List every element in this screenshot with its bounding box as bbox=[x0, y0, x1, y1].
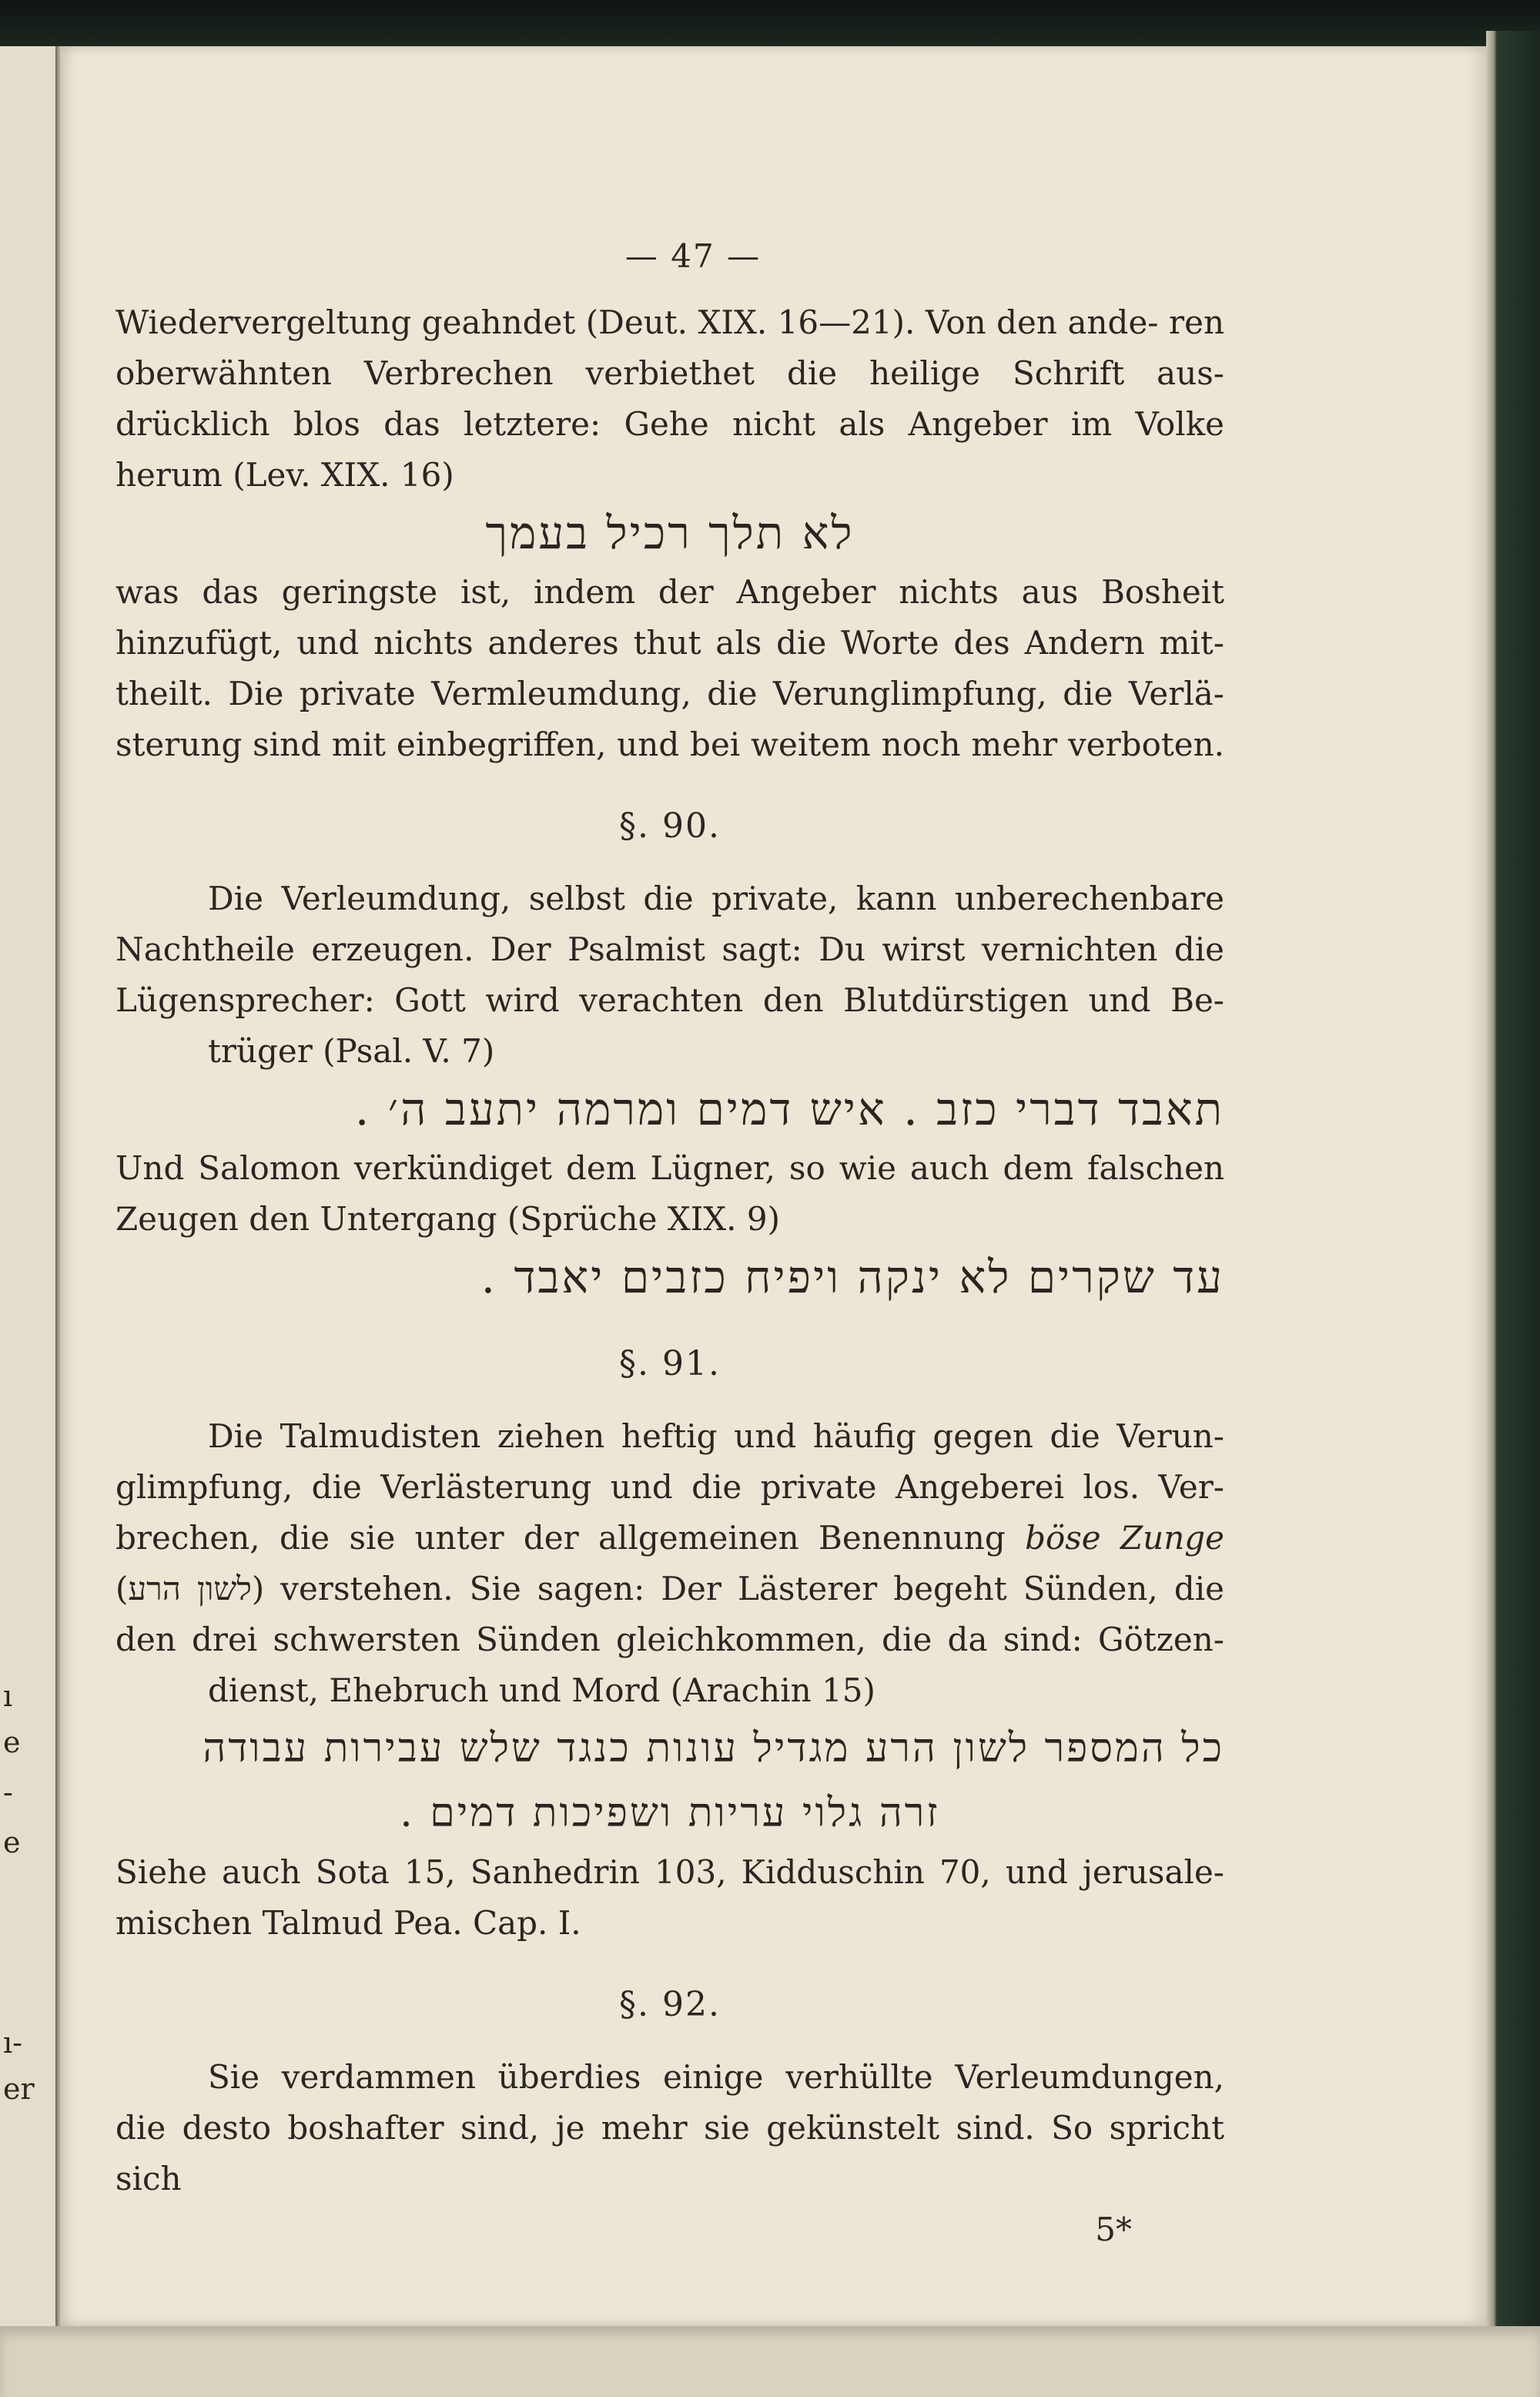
text-line: dienst, Ehebruch und Mord (Arachin 15) bbox=[208, 1671, 875, 1709]
text-line: sterung sind mit einbegriffen, und bei weitem noch mehr verboten. bbox=[116, 726, 1224, 763]
left-fragment: e bbox=[3, 1825, 21, 1859]
text-line: ren oberwähnten Verbrechen verbiethet die heilige Schrift aus- bbox=[116, 303, 1224, 392]
left-fragment: e bbox=[3, 1725, 21, 1759]
italic-term: böse Zunge bbox=[1025, 1519, 1224, 1557]
text-line: drücklich blos das letztere: Gehe nicht als Angeber im Volke bbox=[116, 405, 1224, 443]
text-line: Lügensprecher: Gott wird verachten den Blutdürstigen und Be- bbox=[116, 981, 1224, 1019]
paragraph-6 bbox=[116, 1847, 1224, 1949]
text-line: Sie verdammen überdies einige verhüllte Verleumdungen, die bbox=[116, 2058, 1224, 2147]
paragraph-1 bbox=[116, 297, 1224, 501]
text-line: Wiedervergeltung geahndet (Deut. XIX. 16—21). Von den ande- bbox=[116, 303, 1159, 341]
text-line: Und Salomon verkündiget dem Lügner, so wie auch dem falschen bbox=[116, 1149, 1224, 1187]
text-line: Zeugen den Untergang (Sprüche XIX. 9) bbox=[116, 1200, 780, 1238]
text-line: glimpfung, die Verlästerung und die private Angeberei los. Ver- bbox=[116, 1468, 1224, 1506]
text-line: theilt. Die private Vermleumdung, die Verunglimpfung, die Verlä- bbox=[116, 675, 1224, 712]
book-gutter bbox=[55, 46, 62, 2326]
hebrew-quote-4b: זרה גלוי עריות ושפיכות דמים . bbox=[400, 1790, 940, 1836]
paragraph-5 bbox=[116, 1411, 1224, 1716]
hebrew-quote-4a: כל המספר לשון הרע מגדיל עונות כנגד שלש עבירות עבודה bbox=[203, 1725, 1224, 1772]
text-line: verstehen. Sie sagen: Der Lästerer begeht Sünden, die bbox=[280, 1570, 1225, 1607]
page-header: — 47 — bbox=[624, 237, 762, 275]
text-line: mischen Talmud Pea. Cap. I. bbox=[116, 1904, 581, 1942]
hebrew-quote-3: עד שקרים לא ינקה ויפיח כזבים יאבד . bbox=[480, 1251, 1224, 1303]
book-cover-bottom bbox=[0, 2326, 1540, 2397]
text-line: trüger (Psal. V. 7) bbox=[208, 1032, 495, 1070]
paragraph-2 bbox=[116, 567, 1224, 770]
left-fragment: ı bbox=[3, 1679, 13, 1713]
left-fragment: er bbox=[3, 2072, 35, 2106]
book-cover-right bbox=[1486, 31, 1540, 2342]
paragraph-7 bbox=[116, 2052, 1224, 2204]
text-line: den drei schwersten Sünden gleichkommen, die da sind: Götzen- bbox=[116, 1621, 1224, 1658]
text-line: Siehe auch Sota 15, Sanhedrin 103, Kidduschin 70, und jerusale- bbox=[116, 1853, 1224, 1891]
left-fragment: ı- bbox=[3, 2026, 22, 2060]
section-heading-90: §. 90. bbox=[619, 806, 721, 846]
text-line: hinzufügt, und nichts anderes thut als die Worte des Andern mit- bbox=[116, 624, 1224, 662]
text-line: brechen, die sie unter der allgemeinen Benennung bbox=[116, 1519, 1006, 1557]
text-line: Nachtheile erzeugen. Der Psalmist sagt: Du wirst vernichten die bbox=[116, 930, 1224, 968]
hebrew-inline-term: (לשון הרע) bbox=[116, 1570, 265, 1607]
hebrew-quote-2: תאבד דברי כזב . איש דמים ומרמה יתעב ה׳ . bbox=[354, 1083, 1224, 1135]
left-page-edge bbox=[0, 46, 58, 2326]
left-fragment: - bbox=[3, 1775, 13, 1809]
paragraph-3 bbox=[116, 873, 1224, 1077]
section-heading-92: §. 92. bbox=[619, 1985, 721, 2024]
text-line: was das geringste ist, indem der Angeber nichts aus Bosheit bbox=[116, 573, 1224, 611]
page-text bbox=[116, 231, 1224, 2255]
signature-mark: 5* bbox=[1095, 2211, 1132, 2248]
text-line: Die Verleumdung, selbst die private, kann unberechenbare bbox=[208, 880, 1224, 917]
section-heading-91: §. 91. bbox=[619, 1344, 721, 1383]
text-line: Die Talmudisten ziehen heftig und häufig gegen die Verun- bbox=[208, 1417, 1224, 1455]
paragraph-4 bbox=[116, 1143, 1224, 1245]
hebrew-quote-1: לא תלך רכיל בעמך bbox=[485, 507, 855, 559]
text-line: herum (Lev. XIX. 16) bbox=[116, 456, 454, 494]
text-line: desto boshafter sind, je mehr sie gekünstelt sind. So spricht sich bbox=[116, 2109, 1224, 2198]
